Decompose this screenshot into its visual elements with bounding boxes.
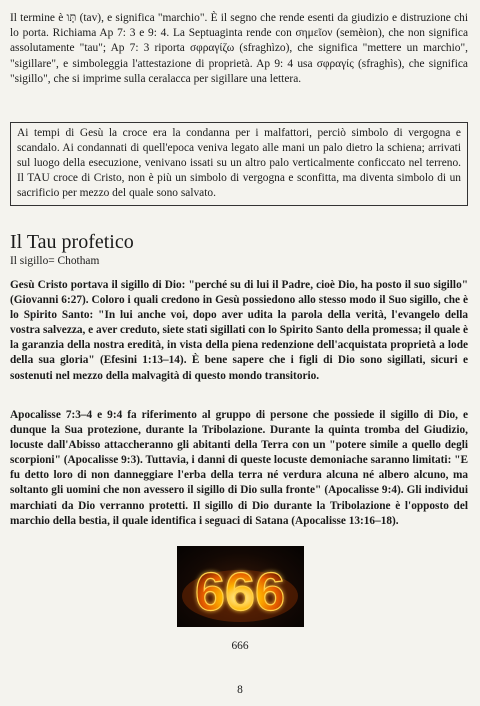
intro-paragraph — [10, 10, 468, 87]
section-subtitle: Il sigillo= Chotham — [10, 255, 100, 267]
paragraph-tribulation: Apocalisse 7:3–4 e 9:4 fa riferimento al gruppo di persone che possiede il sigillo di Dio, e dunque la Sua protezione, durante la Tribolazione. Durante la quinta tromba del Giudizio, locuste dall'Abisso attaccheranno gli abitanti della Terra con un "potere simile a quello degli scorpioni" (Apocalisse 9:3). Tuttavia, i danni di queste locuste demoniache saranno limitati: "E fu detto loro di non danneggiare l'erba della terra né verdura alcuna né albero alcuno, ma soltanto gli uomini che non avessero il sigillo di Dio sulla fronte" (Apocalisse 9:4). Gli individui marchiati da Dio verranno protetti. Il sigillo di Dio durante la Tribolazione è l'opposto del marchio della bestia, il quale identifica i seguaci di Satana (Apocalisse 13:16–18). — [10, 409, 468, 527]
paragraph-seal-of-god: Gesù Cristo portava il sigillo di Dio: "perché su di lui il Padre, cioè Dio, ha posto il suo sigillo" (Giovanni 6:27). Coloro i quali credono in Gesù possiedono allo stesso modo il Suo sigillo, che è lo Spirito Santo: "In lui anche voi, dopo aver udita la parola della verità, l'evangelo della vostra salvezza, e aver creduto, siete stati sigillati con lo Spirito Santo della promessa; il quale è la garanzia della nostra eredità, in vista della piena redenzione dell'acquistata proprietà a lode della sua gloria" (Efesini 1:13–14). È bene sapere che i figli di Dio sono sigillati, sicuri e sostenuti nel mezzo della malvagità di questo mondo transitorio. — [10, 279, 468, 382]
intro-text-2: (tav), e significa "marchio". È il segno che rende esenti da giudizio e distruzione chi lo porta. Richiama Ap 7: 3 e 9: 4. La Septuaginta rende con σημεῖον (semèion), che non significa assolutamente "tau"; Ap 7: 3 riporta σφραγίζω (sfraghìzo), che significa "mettere un marchio", "sigillare", e simboleggia l'attestazione di proprietà. Ap 9: 4 usa σφραγίς (sfraghìs), che significa "sigillo", che si imprime sulla ceralacca per sigillare una lettera. — [10, 12, 468, 85]
section-title: Il Tau profetico — [10, 231, 134, 253]
page-number: 8 — [237, 684, 243, 696]
hebrew-word: תָּו — [66, 10, 77, 24]
fire-666-text: 666 — [194, 562, 286, 622]
fire-666-image — [177, 546, 304, 627]
fire-666-graphic — [177, 546, 304, 627]
intro-text-1: Il termine è — [10, 12, 67, 24]
boxed-note: Ai tempi di Gesù la croce era la condanna per i malfattori, perciò simbolo di vergogna e scandalo. Ai condannati di quell'epoca veniva legato alle mani un palo dietro la schiena; arrivati sul luogo della esecuzione, venivano issati su un altro palo verticalmente conficcato nel terreno. Il TAU croce di Cristo, non è più un simbolo di vergogna e sconfitta, ma diventa simbolo di un sacrificio per mezzo del quale sono salvato. — [10, 122, 468, 206]
image-caption: 666 — [231, 640, 249, 652]
